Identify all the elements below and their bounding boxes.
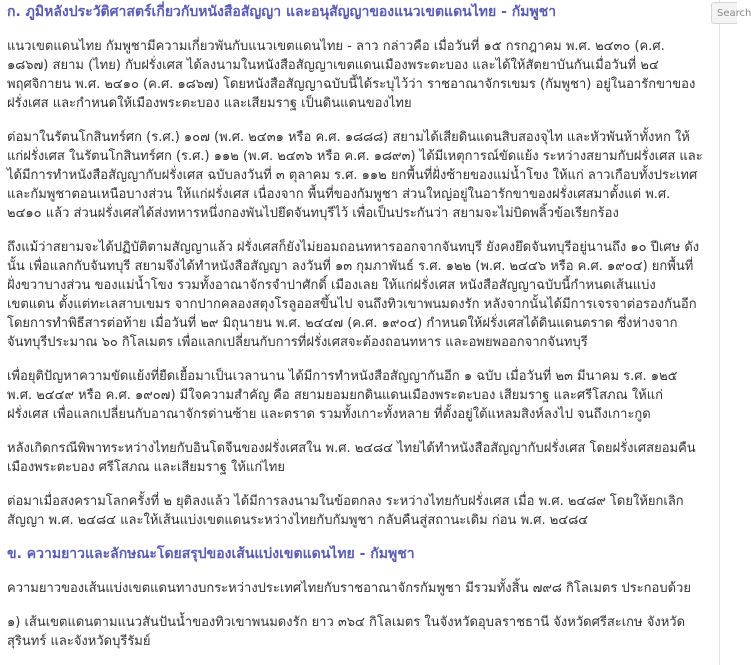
paragraph-post-ww2: ต่อมาเมื่อสงครามโลกครั้งที่ ๒ ยุติลงแล้ว ได้มีการลงนามในข้อตกลง ระหว่างไทยกับฝรั่งเศส เมื่อ พ.ศ. ๒๔๘๙ โดยให้ยกเลิกสัญญา พ.ศ. ๒๔๘๔ และให้เส้นแบ่งเขตแดนระหว่างไทยกับกัมพูชา กลับคืนสู่สถานะเดิม ก่อน พ.ศ. ๒๔๘๔ xyxy=(7,494,684,528)
section-heading-history: ก. ภูมิหลังประวัติศาสตร์เกี่ยวกับหนังสือสัญญา และอนุสัญญาของแนวเขตแดนไทย - กัมพูชา xyxy=(7,4,557,20)
document-content xyxy=(7,3,703,665)
paragraph-chanthaburi-exchange: ถึงแม้ว่าสยามจะได้ปฏิบัติตามสัญญาแล้ว ฝรั่งเศสก็ยังไม่ยอมถอนทหารออกจากจันทบุรี ยังคงยึดจันทบุรีอยู่นานถึง ๑๐ ปีเศษ ดังนั้น เพื่อแลกกับจันทบุรี สยามจึงได้ทำหนังสือสัญญา ลงวันที่ ๑๓ กุมภาพันธ์ ร.ศ. ๑๒๒ (พ.ศ. ๒๔๔๖ หรือ ค.ศ. ๑๙๐๔) ยกพื้นที่ฝั่งขวาบางส่วน ของแม่น้ำโขง รวมทั้งอาณาจักรจำปาศักดิ์ เมืองเลย ให้แก่ฝรั่งเศส หนังสือสัญญาฉบับนี้กำหนดเส้นแบ่งเขตแดน ตั้งแต่ทะเลสาบเขมร จากปากคลองสตุงโรลูออสขึ้นไป จนถึงทิวเขาพนมดงรัก หลังจากนั้นได้มีการเจรจาต่อรองกันอีก โดยการทำพิธีสารต่อท้าย เมื่อวันที่ ๒๙ มิถุนายน พ.ศ. ๒๔๔๗ (ค.ศ. ๑๙๐๔) กำหนดให้ฝรั่งเศสได้ดินแดนตราด ซึ่งห่างจากจันทบุรีประมาณ ๖๐ กิโลเมตร เพื่อแลกเปลี่ยนกับการที่ฝรั่งเศสจะต้องถอนทหาร และอพยพออกจากจันทบุรี xyxy=(7,240,700,350)
paragraph-franco-thai-dispute: หลังเกิดกรณีพิพาทระหว่างไทยกับอินโดจีนของฝรั่งเศสใน พ.ศ. ๒๔๘๔ ไทยได้ทำหนังสือสัญญากับฝรั่งเศส โดยฝรั่งเศสยอมคืนเมืองพระตะบอง ศรีโสภณ และเสียมราฐ ให้แก่ไทย xyxy=(7,441,696,475)
search-label: Search xyxy=(717,7,751,19)
paragraph-rs107-rs112: ต่อมาในรัตนโกสินทร์ศก (ร.ศ.) ๑๐๗ (พ.ศ. ๒๔๓๑ หรือ ค.ศ. ๑๘๘๘) สยามได้เสียดินแดนสิบสองจุไท และหัวพันห้าทั้งหก ให้แก่ฝรั่งเศส ในรัตนโกสินทร์ศก (ร.ศ.) ๑๑๒ (พ.ศ. ๒๔๓๖ หรือ ค.ศ. ๑๘๙๓) ได้มีเหตุการณ์ขัดแย้ง ระหว่างสยามกับฝรั่งเศส และได้มีการทำหนังสือสัญญากับฝรั่งเศส ฉบับลงวันที่ ๓ ตุลาคม ร.ศ. ๑๑๒ ยกพื้นที่ฝั่งซ้ายของแม่น้ำโขง ให้แก่ ลาวเกือบทั้งประเทศ และกัมพูชาตอนเหนือบางส่วน ให้แก่ฝรั่งเศส เนื่องจาก พื้นที่ของกัมพูชา ส่วนใหญ่อยู่ในอารักขาของฝรั่งเศสมาตั้งแต่ พ.ศ. ๒๔๑๐ แล้ว ส่วนฝรั่งเศสได้ส่งทหารหนึ่งกองพันไปยึดจันทบุรีไว้ เพื่อเป็นประกันว่า สยามจะไม่บิดพลิ้วข้อเรียกร้อง xyxy=(7,130,703,221)
paragraph-boundary-origin: แนวเขตแดนไทย กัมพูชามีความเกี่ยวพันกับแนวเขตแดนไทย - ลาว กล่าวคือ เมื่อวันที่ ๑๕ กรกฎาคม พ.ศ. ๒๔๓๐ (ค.ศ. ๑๘๖๗) สยาม (ไทย) กับฝรั่งเศส ได้ลงนามในหนังสือสัญญาเขตแดนเมืองพระตะบอง และได้ให้สัตยาบันกันเมื่อวันที่ ๒๔ พฤศจิกายน พ.ศ. ๒๔๑๐ (ค.ศ. ๑๘๖๗) โดยหนังสือสัญญาฉบับนี้ได้ระบุไว้ว่า ราชอาณาจักรเขมร (กัมพูชา) อยู่ในอารักขาของฝรั่งเศส และกำหนดให้เมืองพระตะบอง และเสียมราฐ เป็นดินแดนของไทย xyxy=(7,39,696,111)
section-heading-boundary: ข. ความยาวและลักษณะโดยสรุปของเส้นแบ่งเขตแดนไทย - กัมพูชา xyxy=(7,546,415,562)
paragraph-watershed-segment: ๑) เส้นเขตแดนตามแนวสันปันน้ำของทิวเขาพนมดงรัก ยาว ๓๖๔ กิโลเมตร ในจังหวัดอุบลราชธานี จังหวัดศรีสะเกษ จังหวัดสุรินทร์ และจังหวัดบุรีรัมย์ xyxy=(7,615,686,649)
paragraph-boundary-length: ความยาวของเส้นแบ่งเขตแดนทางบกระหว่างประเทศไทยกับราชอาณาจักรกัมพูชา มีรวมทั้งสิ้น ๗๙๘ กิโลเมตร ประกอบด้วย xyxy=(7,581,691,596)
search-widget[interactable] xyxy=(711,2,751,24)
paragraph-1907-treaty: เพื่อยุติปัญหาความขัดแย้งที่ยืดเยื้อมาเป็นเวลานาน ได้มีการทำหนังสือสัญญากันอีก ๑ ฉบับ เมื่อวันที่ ๒๓ มีนาคม ร.ศ. ๑๒๕ พ.ศ. ๒๔๔๙ หรือ ค.ศ. ๑๙๐๗) มีใจความสำคัญ คือ สยามยอมยกดินแดนเมืองพระตะบอง เสียมราฐ และศรีโสภณ ให้แก่ฝรั่งเศส เพื่อแลกเปลี่ยนกับอาณาจักรด่านซ้าย และตราด รวมทั้งเกาะทั้งหลาย ที่ตั้งอยู่ใต้แหลมสิงห์ลงไป จนถึงเกาะกูด xyxy=(7,369,678,422)
